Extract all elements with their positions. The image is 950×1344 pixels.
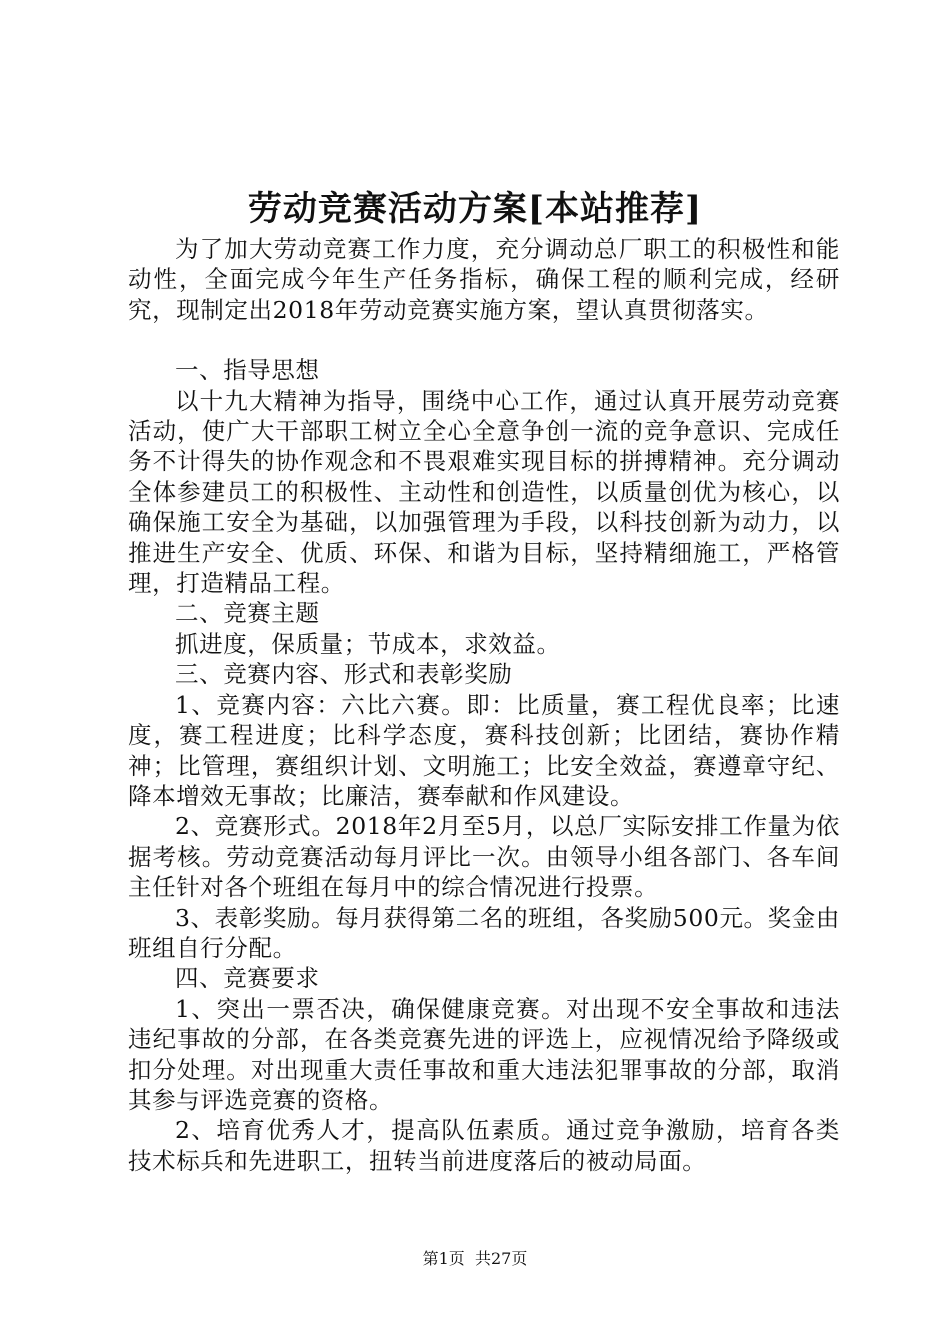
document-title: 劳动竞赛活动方案[本站推荐] [247, 189, 703, 229]
page-footer [0, 1248, 950, 1270]
paragraph-content: 1、竞赛内容：六比六赛。即：比质量，赛工程优良率；比速度，赛工程进度；比科学态度，赛科技创新；比团结，赛协作精神；比管理，赛组织计划、文明施工；比安全效益，赛遵章守纪、降本增效无事故；比廉洁，赛奉献和作风建设。 [128, 690, 840, 810]
footer-spacer [465, 1249, 475, 1268]
paragraph-requirement-1: 1、突出一票否决，确保健康竞赛。对出现不安全事故和违法违纪事故的分部，在各类竞赛先进的评选上，应视情况给予降级或扣分处理。对出现重大责任事故和重大违法犯罪事故的分部，取消其参与评选竞赛的资格。 [128, 994, 840, 1114]
page-total: 共27页 [474, 1249, 528, 1268]
section-heading-guiding-ideology: 一、指导思想 [175, 356, 320, 385]
document-body [128, 234, 840, 1176]
intro-paragraph: 为了加大劳动竞赛工作力度，充分调动总厂职工的积极性和能动性，全面完成今年生产任务指标，确保工程的顺利完成，经研究，现制定出2018年劳动竞赛实施方案，望认真贯彻落实。 [128, 235, 840, 324]
paragraph-guiding-ideology: 以十九大精神为指导，围绕中心工作，通过认真开展劳动竞赛活动，使广大干部职工树立全心全意争创一流的竞争意识、完成任务不计得失的协作观念和不畏艰难实现目标的拼搏精神。充分调动全体参建员工的积极性、主动性和创造性，以质量创优为核心，以确保施工安全为基础，以加强管理为手段，以科技创新为动力，以推进生产安全、优质、环保、和谐为目标，坚持精细施工，严格管理，打造精品工程。 [128, 386, 840, 598]
page-number: 第1页 [422, 1249, 465, 1268]
paragraph-theme: 抓进度，保质量；节成本，求效益。 [175, 629, 561, 658]
paragraph-reward: 3、表彰奖励。每月获得第二名的班组，各奖励500元。奖金由班组自行分配。 [128, 903, 840, 962]
section-heading-content: 三、竞赛内容、形式和表彰奖励 [175, 660, 513, 689]
section-heading-requirements: 四、竞赛要求 [175, 964, 320, 993]
paragraph-requirement-2: 2、培育优秀人才，提高队伍素质。通过竞争激励，培育各类技术标兵和先进职工，扭转当前进度落后的被动局面。 [128, 1116, 840, 1175]
paragraph-form: 2、竞赛形式。2018年2月至5月，以总厂实际安排工作量为依据考核。劳动竞赛活动每月评比一次。由领导小组各部门、各车间主任针对各个班组在每月中的综合情况进行投票。 [128, 812, 840, 902]
section-heading-theme: 二、竞赛主题 [175, 599, 320, 628]
